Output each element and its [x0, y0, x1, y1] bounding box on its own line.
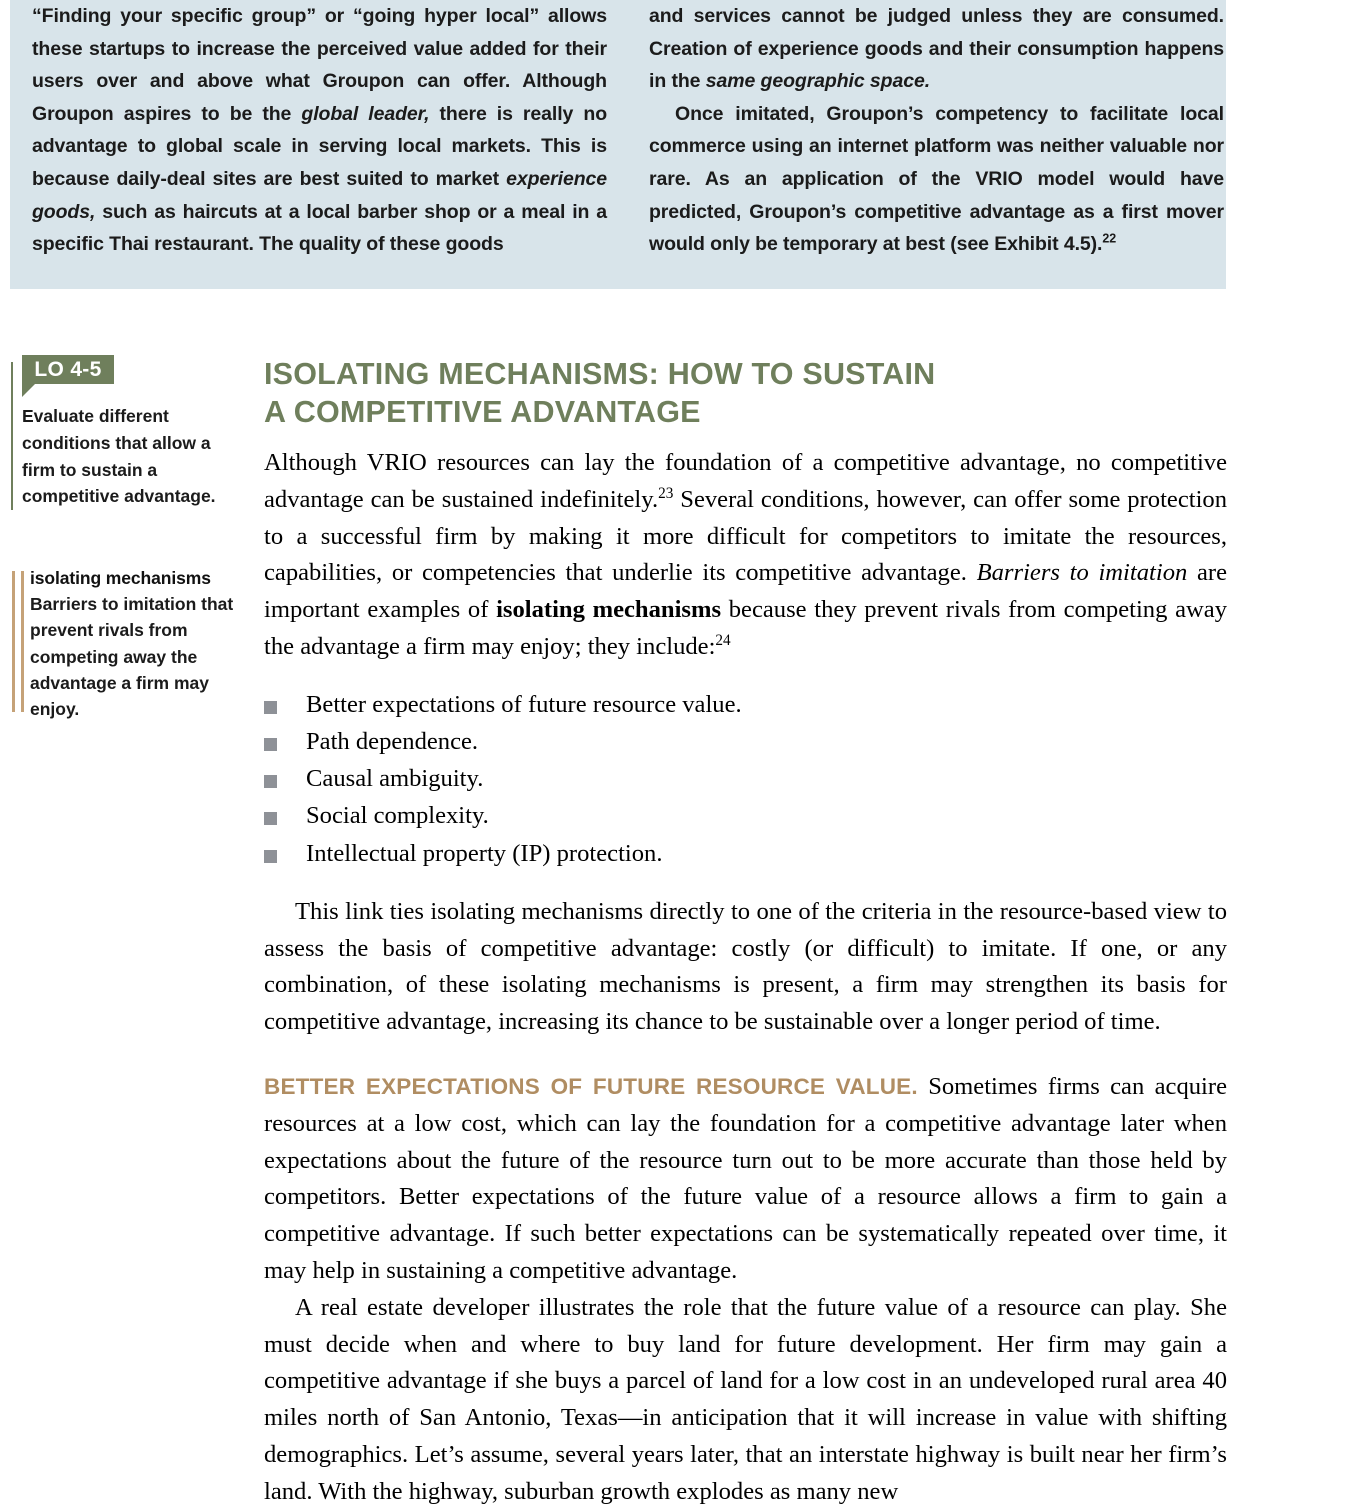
isolating-mechanisms-list	[264, 686, 1227, 872]
list-item	[264, 797, 1227, 834]
glossary-definition: Barriers to imitation that prevent rivals from competing away the advantage a firm may enjoy.	[30, 594, 234, 720]
footnote-ref-22: 22	[1102, 231, 1117, 246]
runin-heading-better-expectations: BETTER EXPECTATIONS OF FUTURE RESOURCE VALUE.	[264, 1073, 918, 1099]
list-item	[264, 723, 1227, 760]
bullet-square-icon	[264, 738, 277, 751]
list-item	[264, 686, 1227, 723]
feature-left-column	[32, 0, 607, 289]
intro-part-a: Although VRIO resources can lay the foundation of a competitive advantage, no competitive advantage can be sustained indefinitely.	[264, 449, 1227, 513]
section-heading	[264, 355, 1227, 431]
section-heading-line-2: A COMPETITIVE ADVANTAGE	[264, 395, 701, 429]
list-item	[264, 835, 1227, 872]
feature-left-paragraph-1: “Finding your specific group” or “going hyper local” allows these startups to increase the perceived value added for their users over and above what Groupon can offer. Although Groupon aspires to be the global leader, there is really no advantage to global scale in serving local markets. This is because daily-deal sites are best suited to market experience goods, such as haircuts at a local barber shop or a meal in a specific Thai restaurant. The quality of these goods	[32, 5, 608, 256]
paragraph-spacer	[264, 1041, 1227, 1069]
learning-objective-badge: LO 4-5	[22, 355, 114, 384]
main-content-column	[264, 355, 1227, 1511]
learning-objective-block	[0, 355, 240, 510]
intro-paragraph	[264, 445, 1227, 666]
glossary-term-block	[0, 566, 240, 722]
subsection-paragraph-1-text: Sometimes firms can acquire resources at a low cost, which can lay the foundation for a competitive advantage later when expectations about the future of the resource turn out to be more accurate than those held by competitors. Better expectations of the future value of a resource allows a firm to gain a competitive advantage. If such better expectations can be systematically repeated over time, it may help in sustaining a competitive advantage.	[264, 1072, 1227, 1284]
list-item-label: Better expectations of future resource value.	[306, 690, 742, 718]
learning-objective-text: Evaluate different conditions that allow a firm to sustain a competitive advantage.	[22, 406, 216, 507]
learning-objective-badge-wrap	[22, 355, 114, 391]
list-item	[264, 760, 1227, 797]
intro-bold-isolating-mechanisms: isolating mechanisms	[496, 596, 722, 624]
list-item-label: Social complexity.	[306, 802, 489, 830]
list-item-label: Causal ambiguity.	[306, 765, 484, 793]
bullet-square-icon	[264, 812, 277, 825]
list-item-label: Path dependence.	[306, 727, 479, 755]
list-item-label: Intellectual property (IP) protection.	[306, 839, 663, 867]
subsection-paragraph-1	[264, 1069, 1227, 1290]
feature-right-paragraph-1: and services cannot be judged unless they are consumed. Creation of experience goods and their consumption happens in the same geographic space.	[649, 5, 1224, 93]
intro-part-c: are important examples of	[264, 559, 1228, 624]
feature-right-paragraph-2: Once imitated, Groupon’s competency to facilitate local commerce using an internet platform was neither valuable nor rare. As an application of the VRIO model would have predicted, Groupon’s competitive advantage as a first mover would only be temporary at best (see Exhibit 4.5).$^{22}$	[649, 102, 1224, 256]
bullet-square-icon	[264, 775, 277, 788]
learning-objective-badge-tail-icon	[22, 384, 35, 397]
footnote-ref-24: 24	[715, 631, 731, 649]
link-paragraph: This link ties isolating mechanisms directly to one of the criteria in the resource-based view to assess the basis of competitive advantage: costly (or difficult) to imitate. If one, or any combination, of these isolating mechanisms is present, a firm may strengthen its basis for competitive advantage, increasing its chance to be sustainable over a longer period of time.	[264, 897, 1227, 1036]
subsection-paragraph-2: A real estate developer illustrates the role that the future value of a resource can play. She must decide when and where to buy land for future development. Her firm may gain a competitive advantage if she buys a parcel of land for a low cost in an undeveloped rural area 40 miles north of San Antonio, Texas—in anticipation that it will increase in value with shifting demographics. Let’s assume, several years later, that an interstate highway is built near her firm’s land. With the highway, suburban growth explodes as many new	[264, 1293, 1227, 1505]
glossary-rule-outer	[12, 571, 15, 712]
section-heading-line-1: ISOLATING MECHANISMS: HOW TO SUSTAIN	[264, 357, 936, 391]
intro-italic-barriers-to-imitation: Barriers to imitation	[976, 559, 1188, 587]
feature-right-column	[649, 0, 1224, 289]
glossary-rule-inner	[21, 571, 24, 712]
feature-callout-box	[10, 0, 1226, 289]
footnote-ref-23: 23	[658, 484, 674, 502]
bullet-square-icon	[264, 701, 277, 714]
feature-columns	[32, 0, 1224, 289]
learning-objective-rule	[11, 362, 13, 510]
intro-part-b: Several conditions, however, can offer some protection to a successful firm by making it more difficult for competitors to imitate the resources, capabilities, or competencies that underlie its competitive advantage.	[264, 485, 1227, 587]
glossary-term-label: isolating mechanisms	[30, 568, 211, 589]
bullet-square-icon	[264, 850, 277, 863]
margin-column	[0, 355, 240, 723]
intro-part-d: because they prevent rivals from competing away the advantage a firm may enjoy; they include:	[264, 596, 1227, 660]
